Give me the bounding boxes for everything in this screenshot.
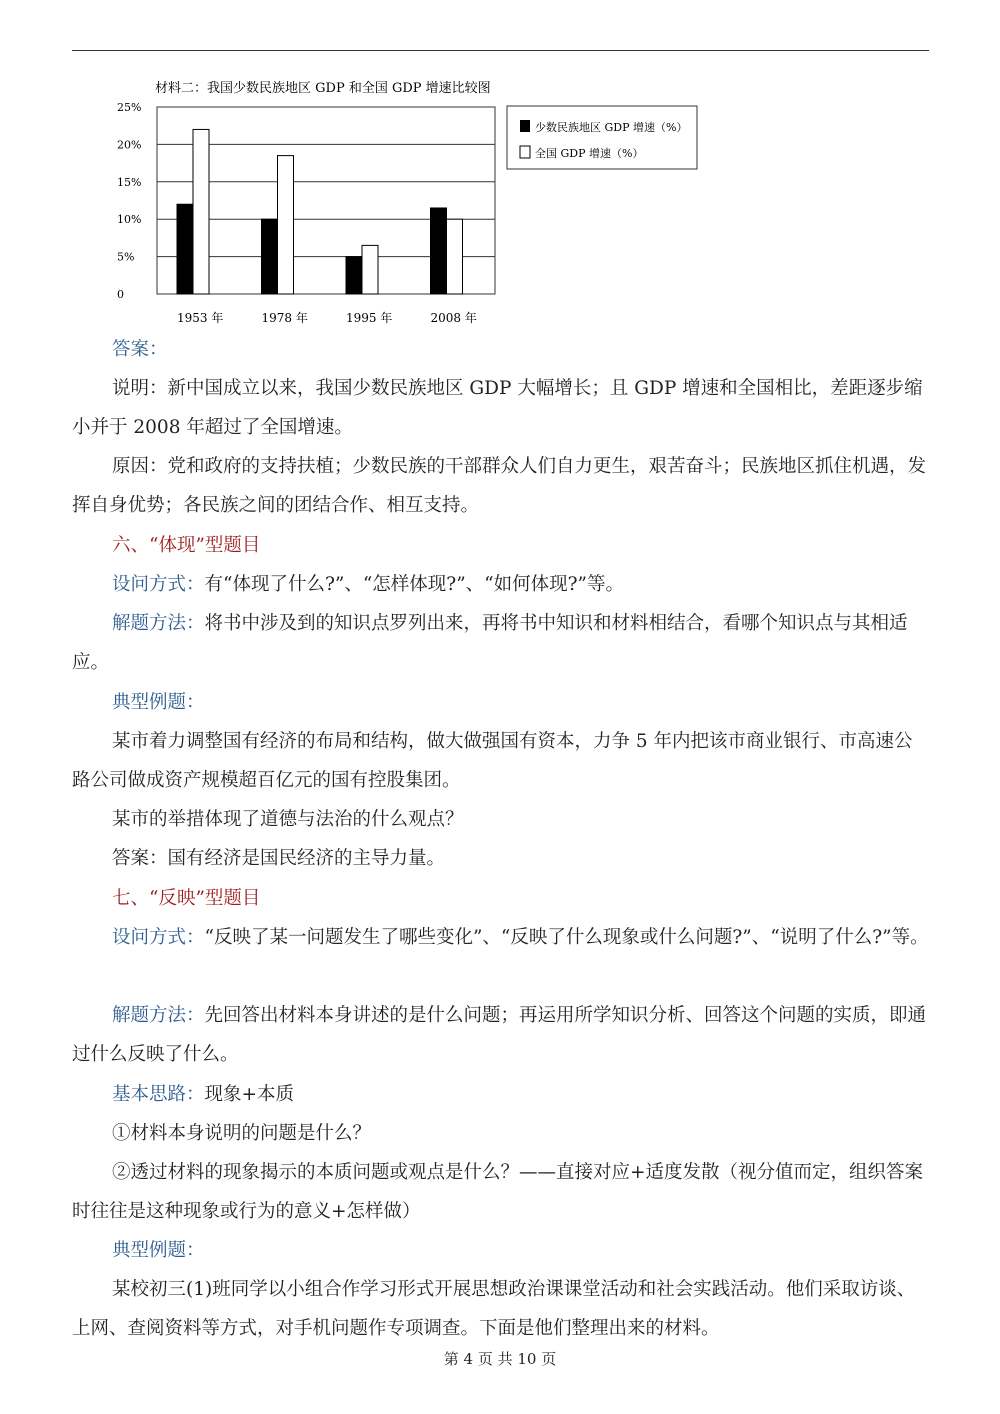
s6-example: 某市着力调整国有经济的布局和结构，做大做强国有资本，力争 5 年内把该市商业银行、市高速公路公司做成资产规模超百亿元的国有控股集团。 [72, 731, 913, 791]
text: 先回答出材料本身讲述的是什么问题；再运用所学知识分析、回答这个问题的实质，即通过什么反映了什么。 [72, 1005, 927, 1065]
section-6-heading: 六、“体现”型题目 [112, 535, 261, 556]
x-tick-label: 1953 年 [177, 311, 224, 325]
s7-step-2: ②透过材料的现象揭示的本质问题或观点是什么？——直接对应+适度发散（视分值而定，组织答案时往往是这种现象或行为的意义+怎样做） [72, 1162, 924, 1222]
bar-national [193, 129, 209, 294]
s7-example: 某校初三(1)班同学以小组合作学习形式开展思想政治课课堂活动和社会实践活动。他们采取访谈、上网、查阅资料等方式，对手机问题作专项调查。下面是他们整理出来的材料。 [72, 1279, 916, 1339]
y-tick-label: 20% [117, 138, 142, 152]
bar-national [362, 245, 378, 294]
legend-swatch-national [520, 146, 530, 158]
legend-national: 全国 GDP 增速（%） [535, 147, 644, 160]
header-rule [72, 50, 929, 51]
s6-example-label: 典型例题： [112, 692, 205, 713]
bar-minority [262, 219, 278, 294]
s6-method [72, 604, 929, 682]
s7-example-label: 典型例题： [112, 1240, 205, 1261]
bar-minority [177, 204, 193, 294]
s6-example-answer: 答案：国有经济是国民经济的主导力量。 [112, 848, 446, 869]
s6-question-style [72, 565, 929, 604]
chart-title: 材料二：我国少数民族地区 GDP 和全国 GDP 增速比较图 [155, 81, 491, 96]
text: 将书中涉及到的知识点罗列出来，再将书中知识和材料相结合，看哪个知识点与其相适应。 [72, 613, 908, 673]
bar-minority [431, 208, 447, 294]
s7-step-1: ①材料本身说明的问题是什么？ [112, 1123, 372, 1144]
text: 现象+本质 [204, 1084, 295, 1105]
s6-example-question: 某市的举措体现了道德与法治的什么观点？ [112, 809, 464, 830]
y-tick-label: 10% [117, 213, 142, 227]
text: 有“体现了什么?”、“怎样体现?”、“如何体现?”等。 [204, 574, 625, 595]
text: “反映了某一问题发生了哪些变化”、“反映了什么现象或什么问题?”、“说明了什么?”等。 [204, 927, 929, 948]
y-tick-label: 15% [117, 175, 142, 189]
x-tick-label: 1995 年 [346, 311, 393, 325]
answer-reasons: 原因：党和政府的支持扶植；少数民族的干部群众人们自力更生，艰苦奋斗；民族地区抓住机遇，发挥自身优势；各民族之间的团结合作、相互支持。 [72, 456, 927, 516]
y-tick-label: 25% [117, 101, 142, 114]
legend-swatch-minority [520, 120, 530, 132]
label: 设问方式： [112, 574, 205, 595]
section-7-heading: 七、“反映”型题目 [112, 888, 261, 909]
y-tick-label: 5% [117, 250, 135, 264]
label: 基本思路： [112, 1084, 205, 1105]
answer-label: 答案： [112, 339, 168, 360]
x-tick-label: 2008 年 [430, 311, 477, 325]
label: 设问方式： [112, 927, 205, 948]
y-tick-label: 0 [117, 288, 124, 301]
answer-explanation: 说明：新中国成立以来，我国少数民族地区 GDP 大幅增长；且 GDP 增速和全国相比，差距逐步缩小并于 2008 年超过了全国增速。 [72, 378, 923, 438]
bar-national [278, 156, 294, 294]
label: 解题方法： [112, 1005, 205, 1026]
s7-approach [72, 1075, 929, 1114]
bar-minority [346, 257, 362, 294]
s7-method [72, 996, 929, 1074]
gdp-bar-chart [115, 72, 715, 332]
legend-minority: 少数民族地区 GDP 增速（%） [535, 121, 688, 134]
label: 解题方法： [112, 613, 205, 634]
x-tick-label: 1978 年 [261, 311, 308, 325]
bar-national [447, 219, 463, 294]
s7-question-style [72, 918, 929, 957]
page-footer: 第 4 页 共 10 页 [443, 1350, 557, 1368]
